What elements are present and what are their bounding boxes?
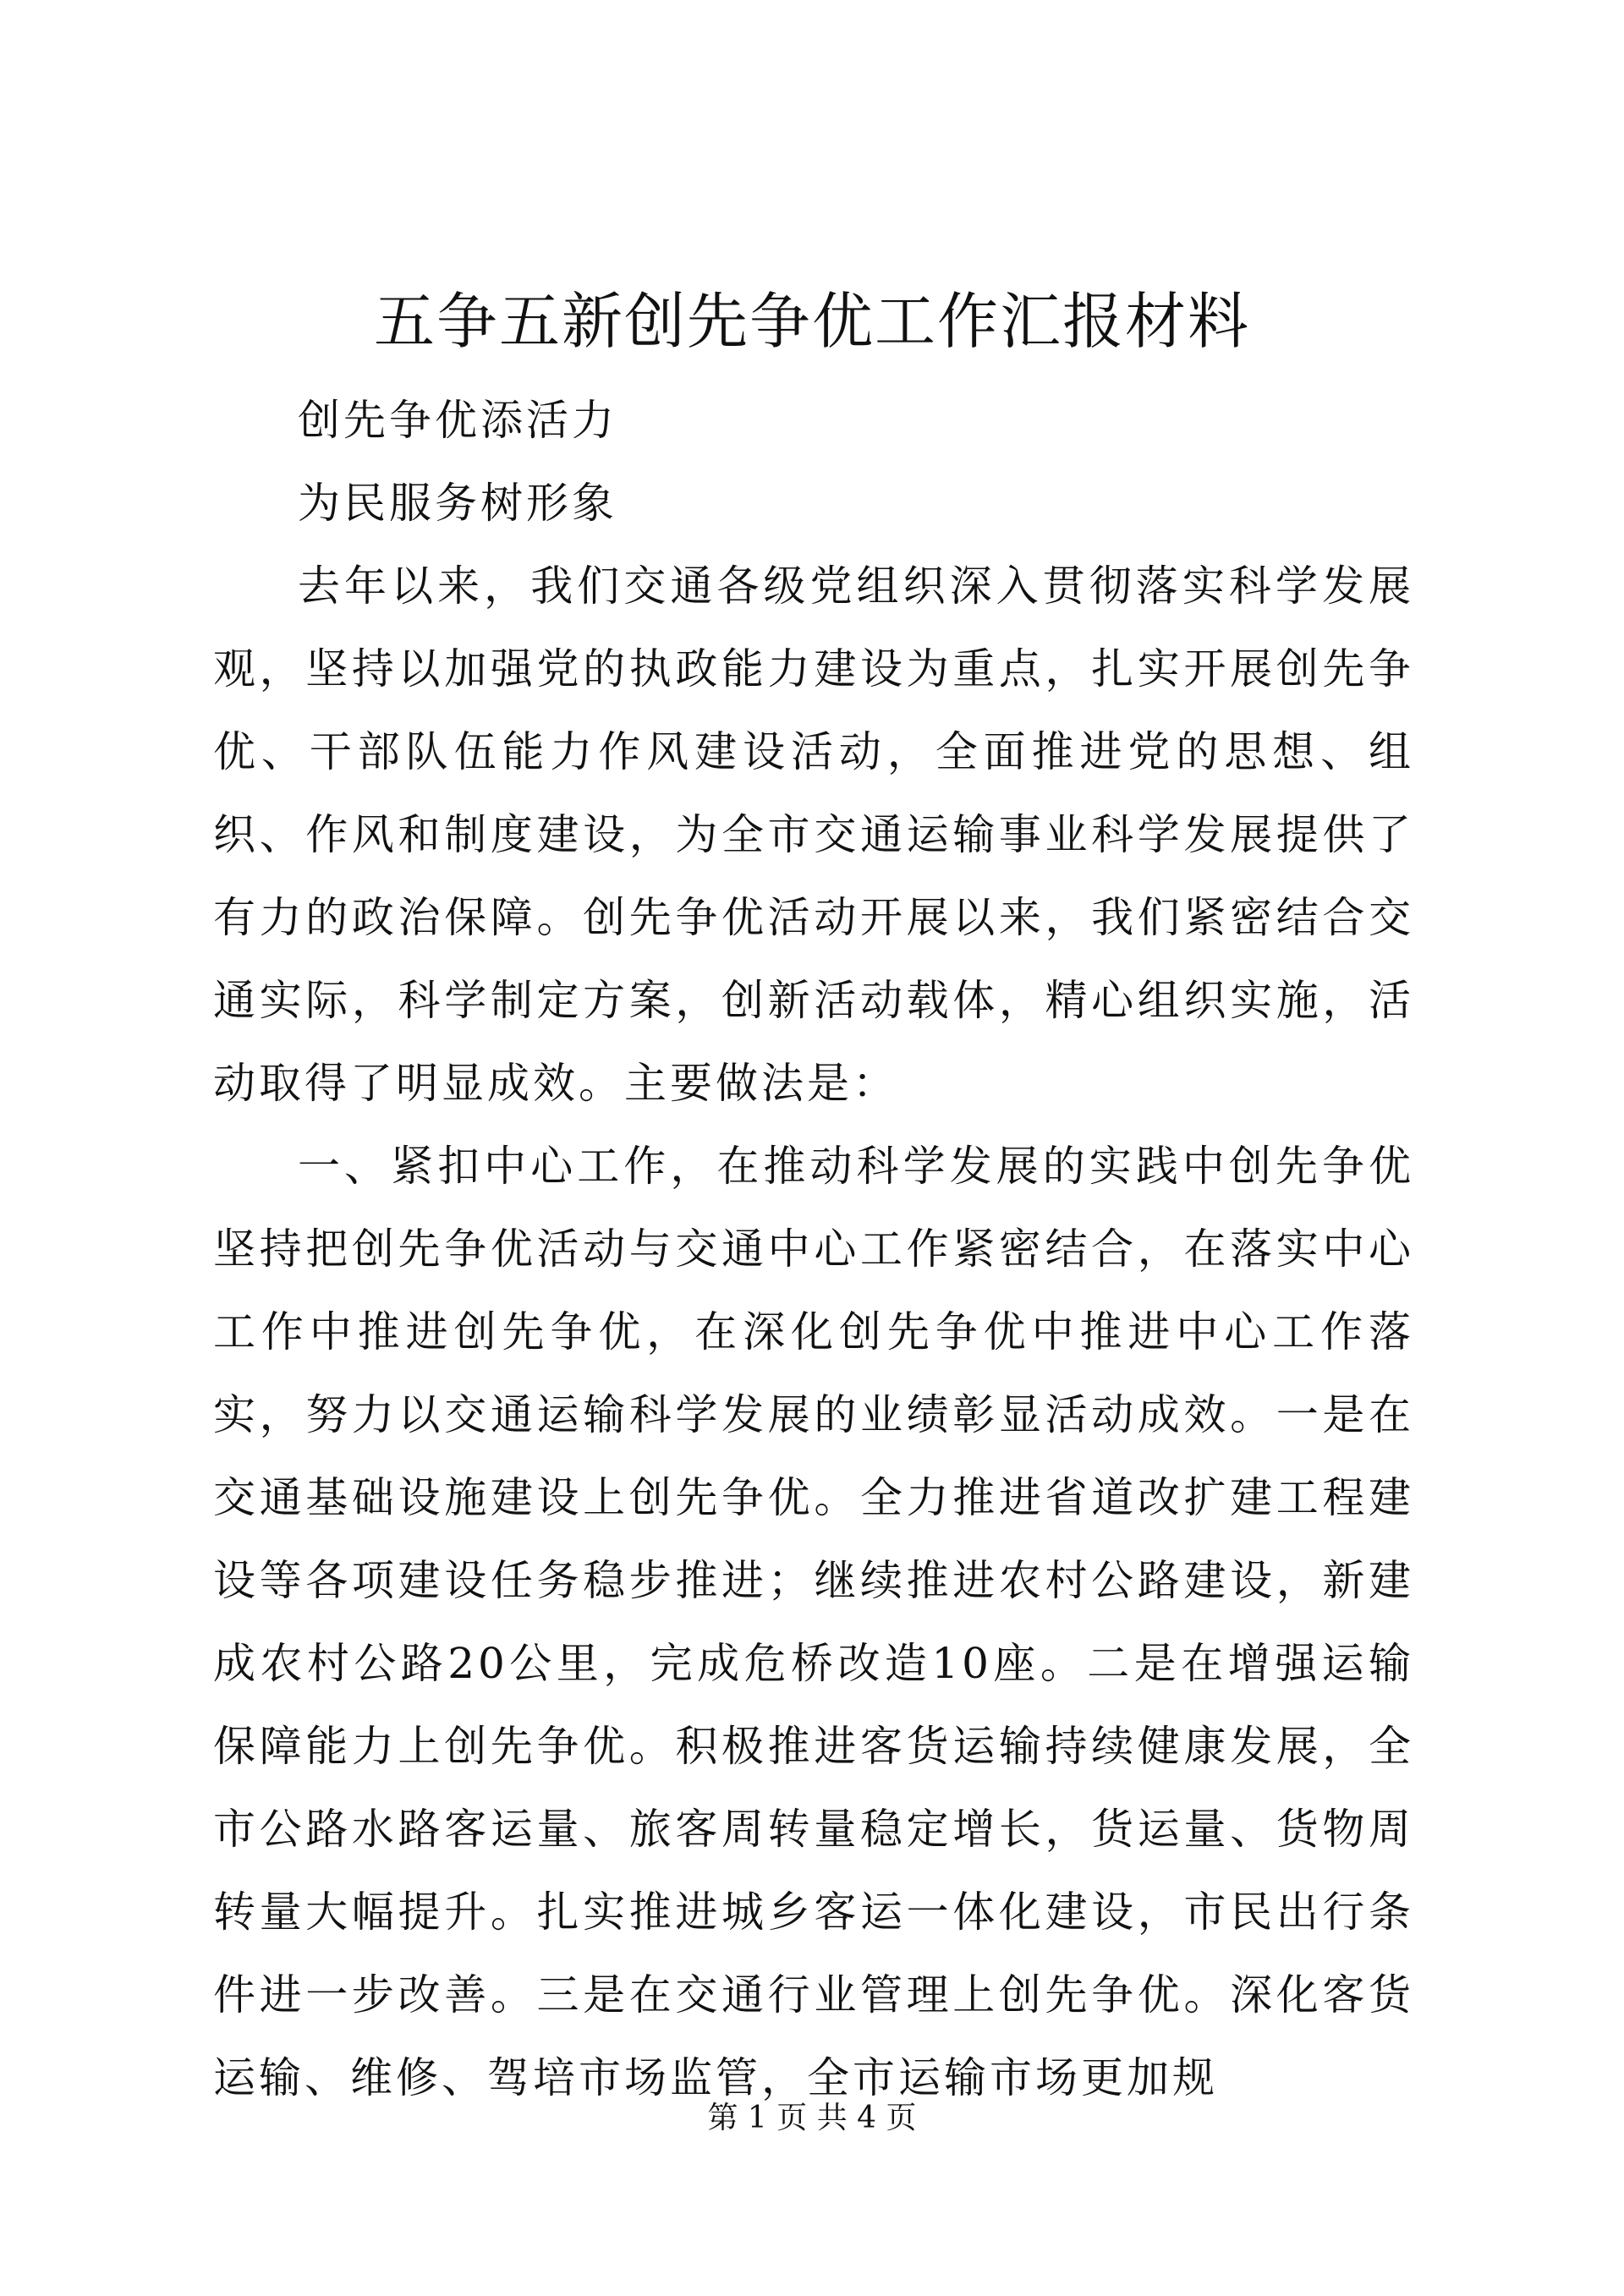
page-footer [0, 2097, 1624, 2140]
page-number: 第 1 页 共 4 页 [707, 2101, 917, 2135]
paragraph-intro: 去年以来，我们交通各级党组织深入贯彻落实科学发展观，坚持以加强党的执政能力建设为重点，扎实开展创先争优、干部队伍能力作风建设活动，全面推进党的思想、组织、作风和制度建设，为全市交通运输事业科学发展提供了有力的政治保障。创先争优活动开展以来，我们紧密结合交通实际，科学制定方案，创新活动载体，精心组织实施，活动取得了明显成效。主要做法是： [213, 562, 1414, 1108]
document-body [213, 379, 1414, 2119]
paragraph-section-one: 一、紧扣中心工作，在推动科学发展的实践中创先争优坚持把创先争优活动与交通中心工作紧密结合，在落实中心工作中推进创先争优，在深化创先争优中推进中心工作落实，努力以交通运输科学发展的业绩彰显活动成效。一是在交通基础设施建设上创先争优。全力推进省道改扩建工程建设等各项建设任务稳步推进；继续推进农村公路建设，新建成农村公路20公里，完成危桥改造10座。二是在增强运输保障能力上创先争优。积极推进客货运输持续健康发展，全市公路水路客运量、旅客周转量稳定增长，货运量、货物周转量大幅提升。扎实推进城乡客运一体化建设，市民出行条件进一步改善。三是在交通行业管理上创先争优。深化客货运输、维修、驾培市场监管，全市运输市场更加规 [213, 1142, 1414, 2102]
subtitle-line-2: 为民服务树形象 [298, 479, 617, 528]
document-title: 五争五新创先争优工作汇报材料 [373, 286, 1250, 357]
subtitle-line-1: 创先争优添活力 [298, 396, 617, 445]
